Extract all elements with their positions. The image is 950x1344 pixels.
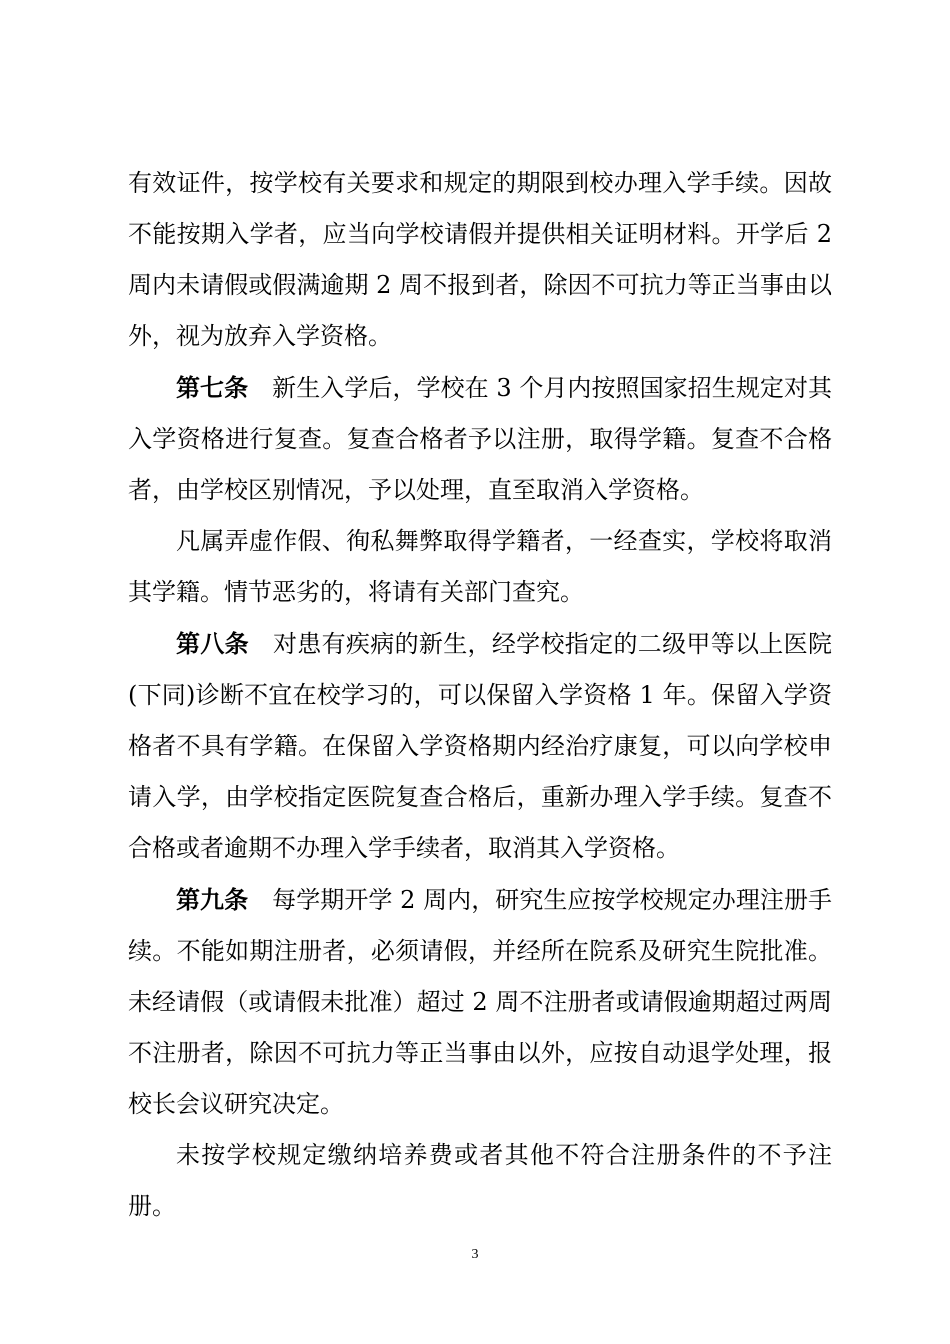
article-9	[128, 874, 832, 1130]
article-7	[128, 362, 832, 516]
article-number: 第八条	[176, 629, 249, 658]
paragraph-fraud	[128, 516, 832, 618]
page-number: 3	[471, 1247, 479, 1262]
paragraph-fees	[128, 1130, 832, 1232]
paragraph-text: 凡属弄虚作假、徇私舞弊取得学籍者，一经查实，学校将取消其学籍。情节恶劣的，将请有关部门查究。	[128, 527, 832, 606]
document-body	[128, 158, 832, 1232]
article-number: 第七条	[176, 373, 249, 402]
article-number: 第九条	[176, 885, 249, 914]
paragraph-text: 新生入学后，学校在 3 个月内按照国家招生规定对其入学资格进行复查。复查合格者予以注册，取得学籍。复查不合格者，由学校区别情况，予以处理，直至取消入学资格。	[128, 374, 832, 504]
paragraph-text: 对患有疾病的新生，经学校指定的二级甲等以上医院(下同)诊断不宜在校学习的，可以保留入学资格 1 年。保留入学资格者不具有学籍。在保留入学资格期内经治疗康复，可以向学校申请入学，由学校指定医院复查合格后，重新办理入学手续。复查不合格或者逾期不办理入学手续者，取消其入学资格。	[128, 630, 833, 862]
paragraph-continuation	[128, 158, 832, 362]
article-8	[128, 618, 832, 874]
paragraph-text: 未按学校规定缴纳培养费或者其他不符合注册条件的不予注册。	[128, 1141, 832, 1220]
paragraph-text: 每学期开学 2 周内，研究生应按学校规定办理注册手续。不能如期注册者，必须请假，并经所在院系及研究生院批准。未经请假（或请假未批准）超过 2 周不注册者或请假逾期超过两周不注册者，除因不可抗力等正当事由以外，应按自动退学处理，报校长会议研究决定。	[128, 886, 832, 1118]
paragraph-text: 有效证件，按学校有关要求和规定的期限到校办理入学手续。因故不能按期入学者，应当向学校请假并提供相关证明材料。开学后 2 周内未请假或假满逾期 2 周不报到者，除因不可抗力等正当事由以外，视为放弃入学资格。	[128, 169, 832, 350]
